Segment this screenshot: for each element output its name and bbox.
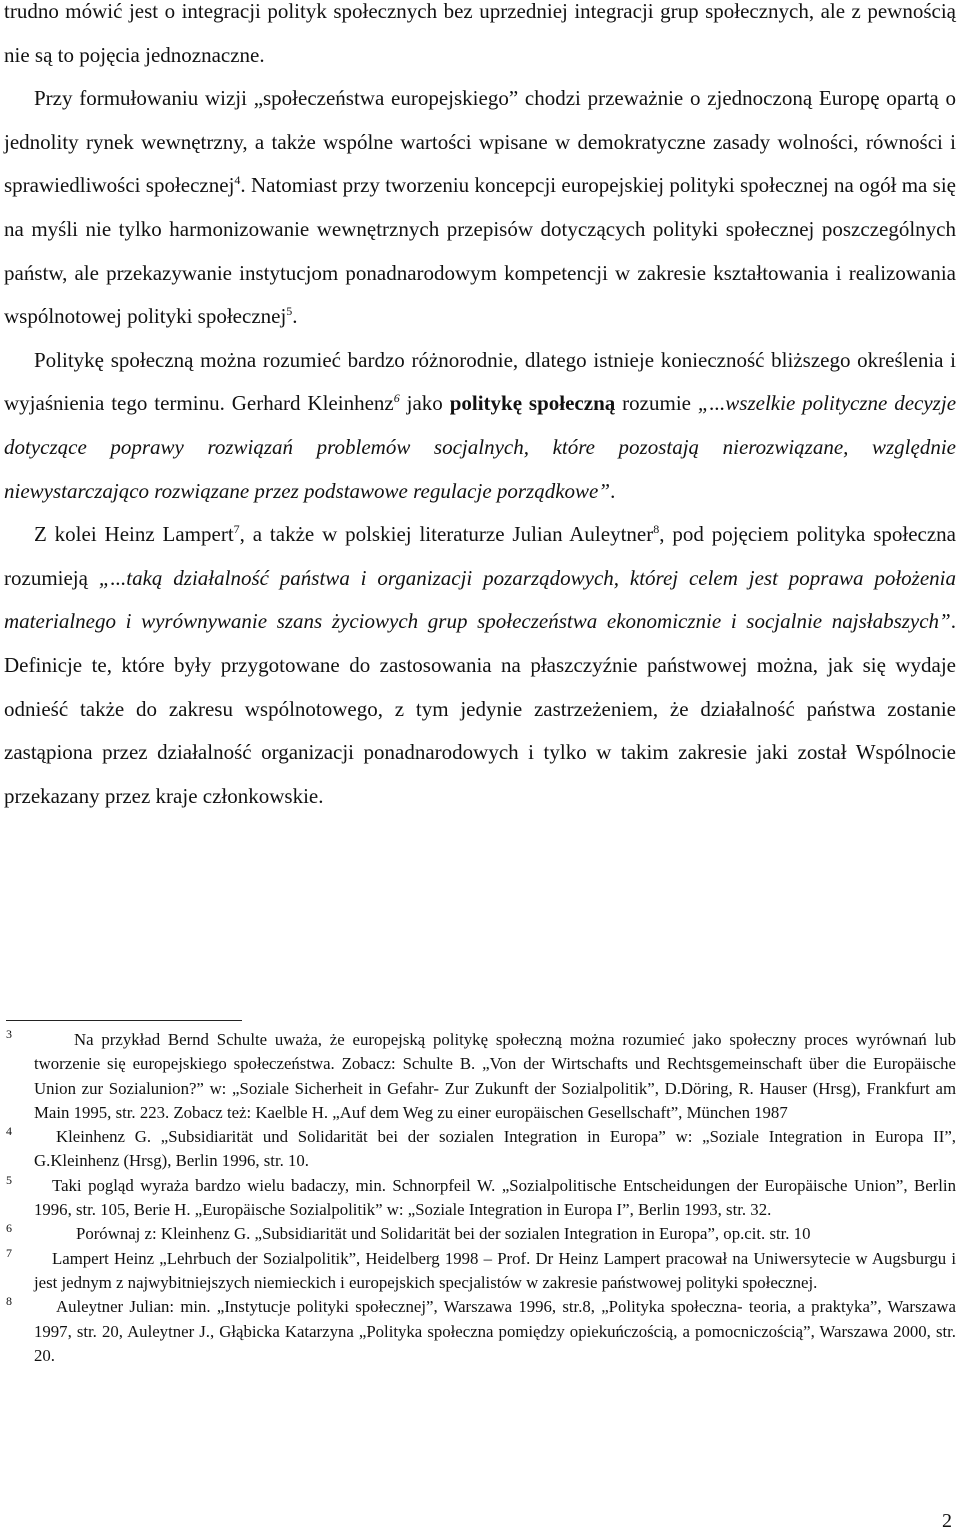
footnote-text: Na przykład Bernd Schulte uważa, że europejską politykę społeczną można rozumieć jako społeczny proces wyrównań lub tworzenie się europejskiego społeczeństwa. Zobacz: Schulte B. „Von der Wirtschafts und Rechtsgemeinschaft über die Europäische Union zur Sozialunion?” w: „Soziale Sicherheit in Gefahr- Zur Zukunft der Sozialpolitik”, D.Döring, R. Hauser (Hrsg), Frankfurt am Main 1995, str. 223. Zobacz też: Kaelble H. „Auf dem Weg zu einer europäischen Gesellschaft”, München 1987 — [34, 1030, 956, 1122]
p4-text-c: , pod pojęciem polityka społeczna rozumieją — [4, 522, 956, 590]
p4-text-b: , a także w polskiej literaturze Julian Auleytner — [239, 522, 654, 547]
paragraph-3 — [4, 339, 956, 513]
p4-text-d: . Definicje te, które były przygotowane do zastosowania na płaszczyźnie państwowej można, jak się wydaje odnieść także do zakresu wspólnotowego, z tym jedynie zastrzeżeniem, że działalność państwa zostanie zastąpiona przez działalność organizacji ponadnarodowych i tylko w takim zakresie jaki został Wspólnocie przekazany przez kraje członkowskie. — [4, 609, 956, 808]
footnote-4 — [6, 1125, 956, 1174]
footnote-separator — [6, 1020, 242, 1021]
footnotes — [6, 1028, 956, 1368]
p3-text-c: rozumie — [615, 391, 698, 416]
footnote-ref-6[interactable]: 6 — [393, 391, 400, 406]
footnote-ref-7[interactable]: 7 — [233, 522, 240, 537]
p3-text-a: Politykę społeczną można rozumieć bardzo różnorodnie, dlatego istnieje konieczność bliższego określenia i wyjaśnienia tego terminu. Gerhard Kleinhenz — [4, 347, 956, 416]
footnote-number: 6 — [6, 1221, 12, 1236]
p4-quote: „...taką działalność państwa i organizacji pozarządowych, której celem jest poprawa położenia materialnego i wyrównywanie szans życiowych grup społeczeństwa ekonomicznie i socjalnie najsłabszych” — [4, 565, 956, 634]
footnote-3 — [6, 1028, 956, 1125]
p2-text-b: . Natomiast przy tworzeniu koncepcji europejskiej polityki społecznej na ogół ma się na myśli nie tylko harmonizowanie wewnętrznych przepisów dotyczących polityki społecznej poszczególnych państw, ale przekazywanie instytucjom ponadnarodowym kompetencji w zakresie kształtowania i realizowania wspólnotowej polityki społecznej — [4, 173, 957, 329]
footnote-number: 3 — [6, 1027, 12, 1041]
footnote-ref-8[interactable]: 8 — [653, 522, 660, 537]
footnote-8 — [6, 1295, 956, 1368]
footnote-number: 7 — [6, 1245, 12, 1260]
p2-text-c: . — [292, 304, 298, 329]
paragraph-1: trudno mówić jest o integracji polityk społecznych bez uprzedniej integracji grup społecznych, ale z pewnością nie są to pojęcia jednoznaczne. — [4, 0, 956, 67]
footnote-text: Taki pogląd wyraża bardzo wielu badaczy, min. Schnorpfeil W. „Sozialpolitische Entscheidungen der Europäische Union”, Berlin 1996, str. 105, Berie H. „Europäische Sozialpolitik” w: „Soziale Integration in Europa I”, Berlin 1993, str. 32. — [34, 1175, 956, 1220]
footnote-text: Kleinhenz G. „Subsidiarität und Solidarität bei der sozialen Integration in Europa” w: „Soziale Integration in Europa II”, G.Kleinhenz (Hrsg), Berlin 1996, str. 10. — [34, 1127, 956, 1171]
footnote-6 — [6, 1222, 956, 1246]
p3-text-b: jako — [399, 391, 450, 416]
p3-text-d: . — [610, 478, 616, 503]
footnote-text: Porównaj z: Kleinhenz G. „Subsidiarität und Solidarität bei der sozialen Integration in Europa”, op.cit. str. 10 — [76, 1224, 811, 1244]
footnote-text: Auleytner Julian: min. „Instytucje polityki społecznej”, Warszawa 1996, str.8, „Polityka społeczna- teoria, a praktyka”, Warszawa 1997, str. 20, Auleytner J., Głąbicka Katarzyna „Polityka społeczna pomiędzy opiekuńczością, a pomocniczością”, Warszawa 2000, str. 20. — [34, 1297, 956, 1365]
footnote-text: Lampert Heinz „Lehrbuch der Sozialpolitik”, Heidelberg 1998 – Prof. Dr Heinz Lampert pracował na Uniwersytecie w Augsburgu i jest jednym z najwybitniejszych niemieckich i europejskich specjalistów w zakresie państwowej polityki społecznej. — [34, 1248, 956, 1292]
p3-quote: „...wszelkie polityczne decyzje dotyczące poprawy rozwiązań problemów socjalnych, które pozostają nierozwiązane, względnie niewystarczająco rozwiązane przez podstawowe regulacje porządkowe” — [4, 391, 957, 503]
p4-text-a: Z kolei Heinz Lampert — [34, 522, 234, 547]
page-number: 2 — [942, 1510, 952, 1532]
footnote-number: 8 — [6, 1294, 12, 1309]
p3-bold-term: politykę społeczną — [449, 391, 616, 416]
footnote-ref-4[interactable]: 4 — [234, 173, 241, 188]
footnote-ref-5[interactable]: 5 — [286, 304, 293, 319]
footnote-number: 4 — [6, 1124, 12, 1139]
footnote-7 — [6, 1247, 956, 1296]
p2-text-a: Przy formułowaniu wizji „społeczeństwa europejskiego” chodzi przeważnie o zjednoczoną Europę opartą o jednolity rynek wewnętrzny, a także wspólne wartości wpisane w demokratyczne zasady wolności, równości i sprawiedliwości społecznej — [4, 86, 956, 198]
body-text — [4, 0, 956, 818]
footnote-5 — [6, 1174, 956, 1223]
paragraph-2 — [4, 77, 956, 339]
paragraph-4 — [4, 513, 956, 818]
footnote-number: 5 — [6, 1172, 12, 1187]
